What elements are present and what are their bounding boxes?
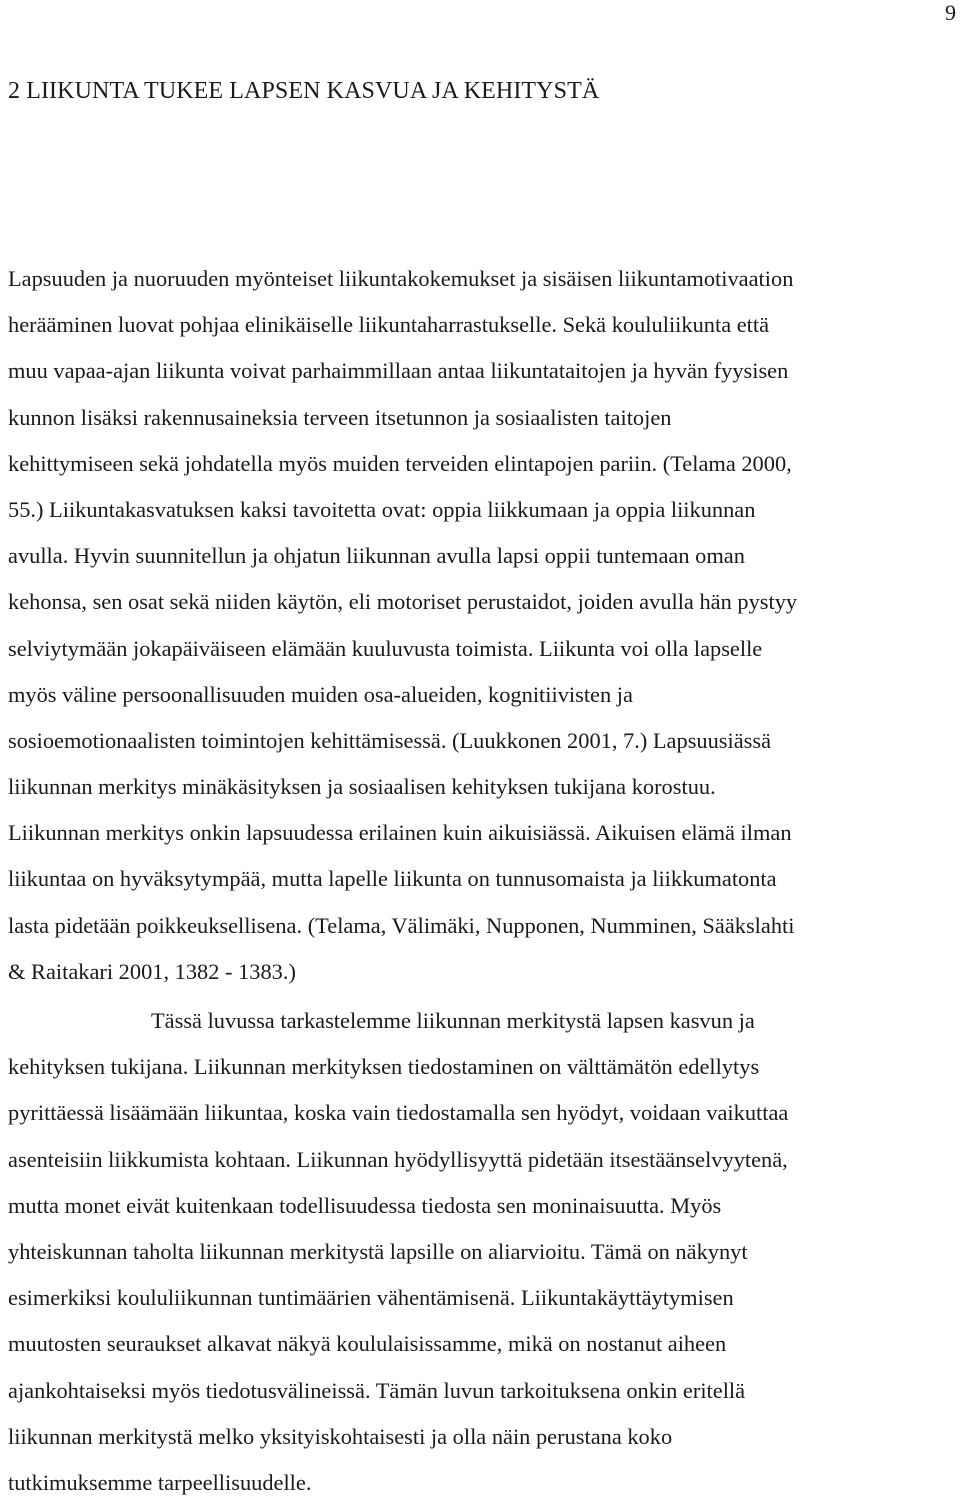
paragraph-line: avulla. Hyvin suunnitellun ja ohjatun liikunnan avulla lapsi oppii tuntemaan oman xyxy=(8,543,745,569)
paragraph-line: yhteiskunnan taholta liikunnan merkitystä lapsille on aliarvioitu. Tämä on näkynyt xyxy=(8,1238,748,1264)
paragraph-line: asenteisiin liikkumista kohtaan. Liikunnan hyödyllisyyttä pidetään itsestäänselvyytenä, xyxy=(8,1146,788,1172)
paragraph-line: liikunnan merkitys minäkäsityksen ja sosiaalisen kehityksen tukijana korostuu. xyxy=(8,774,716,800)
chapter-heading: 2 LIIKUNTA TUKEE LAPSEN KASVUA JA KEHITYSTÄ xyxy=(8,78,600,104)
page-number: 9 xyxy=(945,0,956,25)
paragraph-line: ajankohtaiseksi myös tiedotusvälineissä. Tämän luvun tarkoituksena onkin eritellä xyxy=(8,1377,746,1403)
paragraph-line: kehityksen tukijana. Liikunnan merkityksen tiedostaminen on välttämätön edellytys xyxy=(8,1054,760,1080)
paragraph-line: 55.) Liikuntakasvatuksen kaksi tavoitetta ovat: oppia liikkumaan ja oppia liikunnan xyxy=(8,496,756,522)
paragraph-line: selviytymään jokapäiväiseen elämään kuuluvusta toimista. Liikunta voi olla lapselle xyxy=(8,635,763,661)
paragraph-line: muutosten seuraukset alkavat näkyä koululaisissamme, mikä on nostanut aiheen xyxy=(8,1331,727,1357)
paragraph-line: Lapsuuden ja nuoruuden myönteiset liikuntakokemukset ja sisäisen liikuntamotivaation xyxy=(8,266,794,291)
paragraph-line: kehittymiseen sekä johdatella myös muiden terveiden elintapojen pariin. (Telama 2000, xyxy=(8,450,792,476)
paragraph-line: liikunnan merkitystä melko yksityiskohtaisesti ja olla näin perustana koko xyxy=(8,1423,673,1449)
paragraph-line: tutkimuksemme tarpeellisuudelle. xyxy=(8,1469,312,1495)
paragraph-2 xyxy=(8,998,958,1506)
paragraph-line: liikuntaa on hyväksytympää, mutta lapelle liikunta on tunnusomaista ja liikkumatonta xyxy=(8,866,777,892)
paragraph-line: pyrittäessä lisäämään liikuntaa, koska vain tiedostamalla sen hyödyt, voidaan vaikuttaa xyxy=(8,1100,789,1126)
paragraph-line: Tässä luvussa tarkastelemme liikunnan merkitystä lapsen kasvun ja xyxy=(151,1008,755,1033)
paragraph-line: sosioemotionaalisten toimintojen kehittämisessä. (Luukkonen 2001, 7.) Lapsuusiässä xyxy=(8,727,772,753)
paragraph-line: muu vapaa-ajan liikunta voivat parhaimmillaan antaa liikuntataitojen ja hyvän fyysisen xyxy=(8,358,789,384)
paragraph-line: Liikunnan merkitys onkin lapsuudessa erilainen kuin aikuisiässä. Aikuisen elämä ilman xyxy=(8,820,792,846)
paragraph-line: & Raitakari 2001, 1382 - 1383.) xyxy=(8,958,296,984)
paragraph-line: esimerkiksi koululiikunnan tuntimäärien vähentämisenä. Liikuntakäyttäytymisen xyxy=(8,1285,734,1311)
paragraph-line: kehonsa, sen osat sekä niiden käytön, eli motoriset perustaidot, joiden avulla hän pystyy xyxy=(8,589,798,615)
paragraph-line: myös väline persoonallisuuden muiden osa-alueiden, kognitiivisten ja xyxy=(8,681,633,707)
paragraph-line: herääminen luovat pohjaa elinikäiselle liikuntaharrastukselle. Sekä koululiikunta että xyxy=(8,312,770,338)
paragraph-1 xyxy=(8,256,958,995)
paragraph-line: kunnon lisäksi rakennusaineksia terveen itsetunnon ja sosiaalisten taitojen xyxy=(8,404,672,430)
paragraph-line: mutta monet eivät kuitenkaan todellisuudessa tiedosta sen moninaisuutta. Myös xyxy=(8,1192,722,1218)
paragraph-line: lasta pidetään poikkeuksellisena. (Telama, Välimäki, Nupponen, Numminen, Sääkslahti xyxy=(8,912,795,938)
